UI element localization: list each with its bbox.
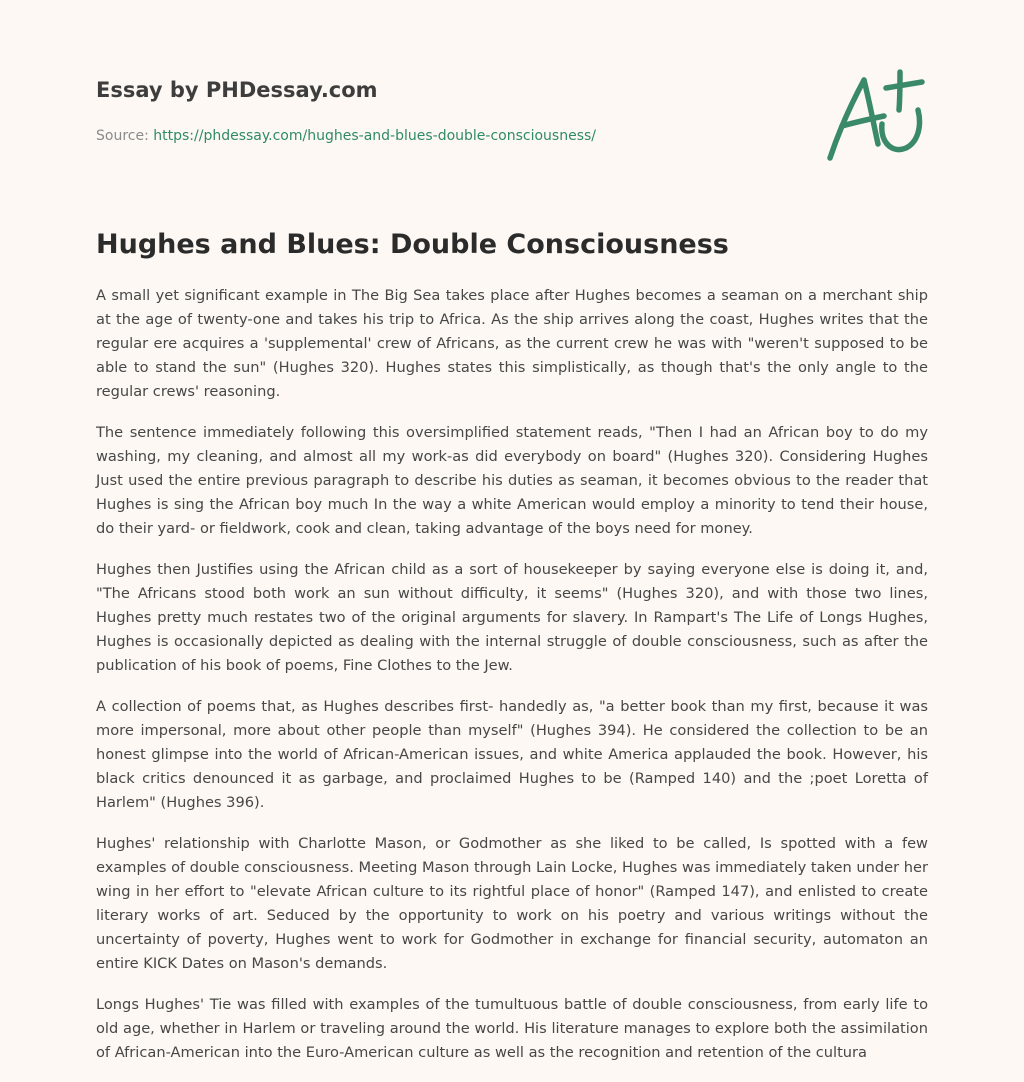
essay-paragraph: Hughes' relationship with Charlotte Mason, or Godmother as she liked to be called, Is spotted with a few examples of double consciousness. Meeting Mason through Lain Locke, Hughes was immediately taken under her wing in her effort to "elevate African culture to its rightful place of honor" (Ramped 147), and enlisted to create literary works of art. Seduced by the opportunity to work on his poetry and various writings without the uncertainty of poverty, Hughes went to work for Godmother in exchange for financial security, automaton an entire KICK Dates on Mason's demands. — [96, 835, 928, 972]
source-link[interactable]: https://phdessay.com/hughes-and-blues-double-consciousness/ — [153, 128, 597, 144]
essay-paragraph: Hughes then Justifies using the African child as a sort of housekeeper by saying everyone else is doing it, and, "The Africans stood both work an sun without difficulty, it seems" (Hughes 320), and with those two lines, Hughes pretty much restates two of the original arguments for slavery. In Rampart's The Life of Longs Hughes, Hughes is occasionally depicted as dealing with the internal struggle of double consciousness, such as after the publication of his book of poems, Fine Clothes to the Jew. — [96, 561, 928, 674]
essay-body — [96, 284, 928, 1082]
site-brand: Essay by PHDessay.com — [96, 78, 378, 102]
source-line — [96, 126, 796, 146]
essay-title: Hughes and Blues: Double Consciousness — [96, 229, 729, 260]
essay-paragraph: A small yet significant example in The Big Sea takes place after Hughes becomes a seaman on a merchant ship at the age of twenty-one and takes his trip to Africa. As the ship arrives along the coast, Hughes writes that the regular ere acquires a 'supplemental' crew of Africans, as the current crew he was with "weren't supposed to be able to stand the sun" (Hughes 320). Hughes states this simplistically, as though that's the only angle to the regular crews' reasoning. — [96, 287, 928, 400]
source-label: Source: — [96, 128, 154, 144]
essay-paragraph: Longs Hughes' Tie was filled with examples of the tumultuous battle of double consciousness, from early life to old age, whether in Harlem or traveling around the world. His literature manages to explore both the assimilation of African-American into the Euro-American culture as well as the recognition and retention of the cultura — [96, 996, 928, 1061]
essay-header — [96, 76, 796, 146]
a-plus-logo-icon — [822, 64, 932, 164]
essay-paragraph: A collection of poems that, as Hughes describes first- handedly as, "a better book than my first, because it was more impersonal, more about other people than myself" (Hughes 394). He considered the collection to be an honest glimpse into the world of African-American issues, and white America applauded the book. However, his black critics denounced it as garbage, and proclaimed Hughes to be (Ramped 140) and the ;poet Loretta of Harlem" (Hughes 396). — [96, 698, 928, 811]
essay-paragraph: The sentence immediately following this oversimplified statement reads, "Then I had an African boy to do my washing, my cleaning, and almost all my work-as did everybody on board" (Hughes 320). Considering Hughes Just used the entire previous paragraph to describe his duties as seaman, it becomes obvious to the reader that Hughes is sing the African boy much In the way a white American would employ a minority to tend their house, do their yard- or fieldwork, cook and clean, taking advantage of the boys need for money. — [96, 424, 928, 537]
